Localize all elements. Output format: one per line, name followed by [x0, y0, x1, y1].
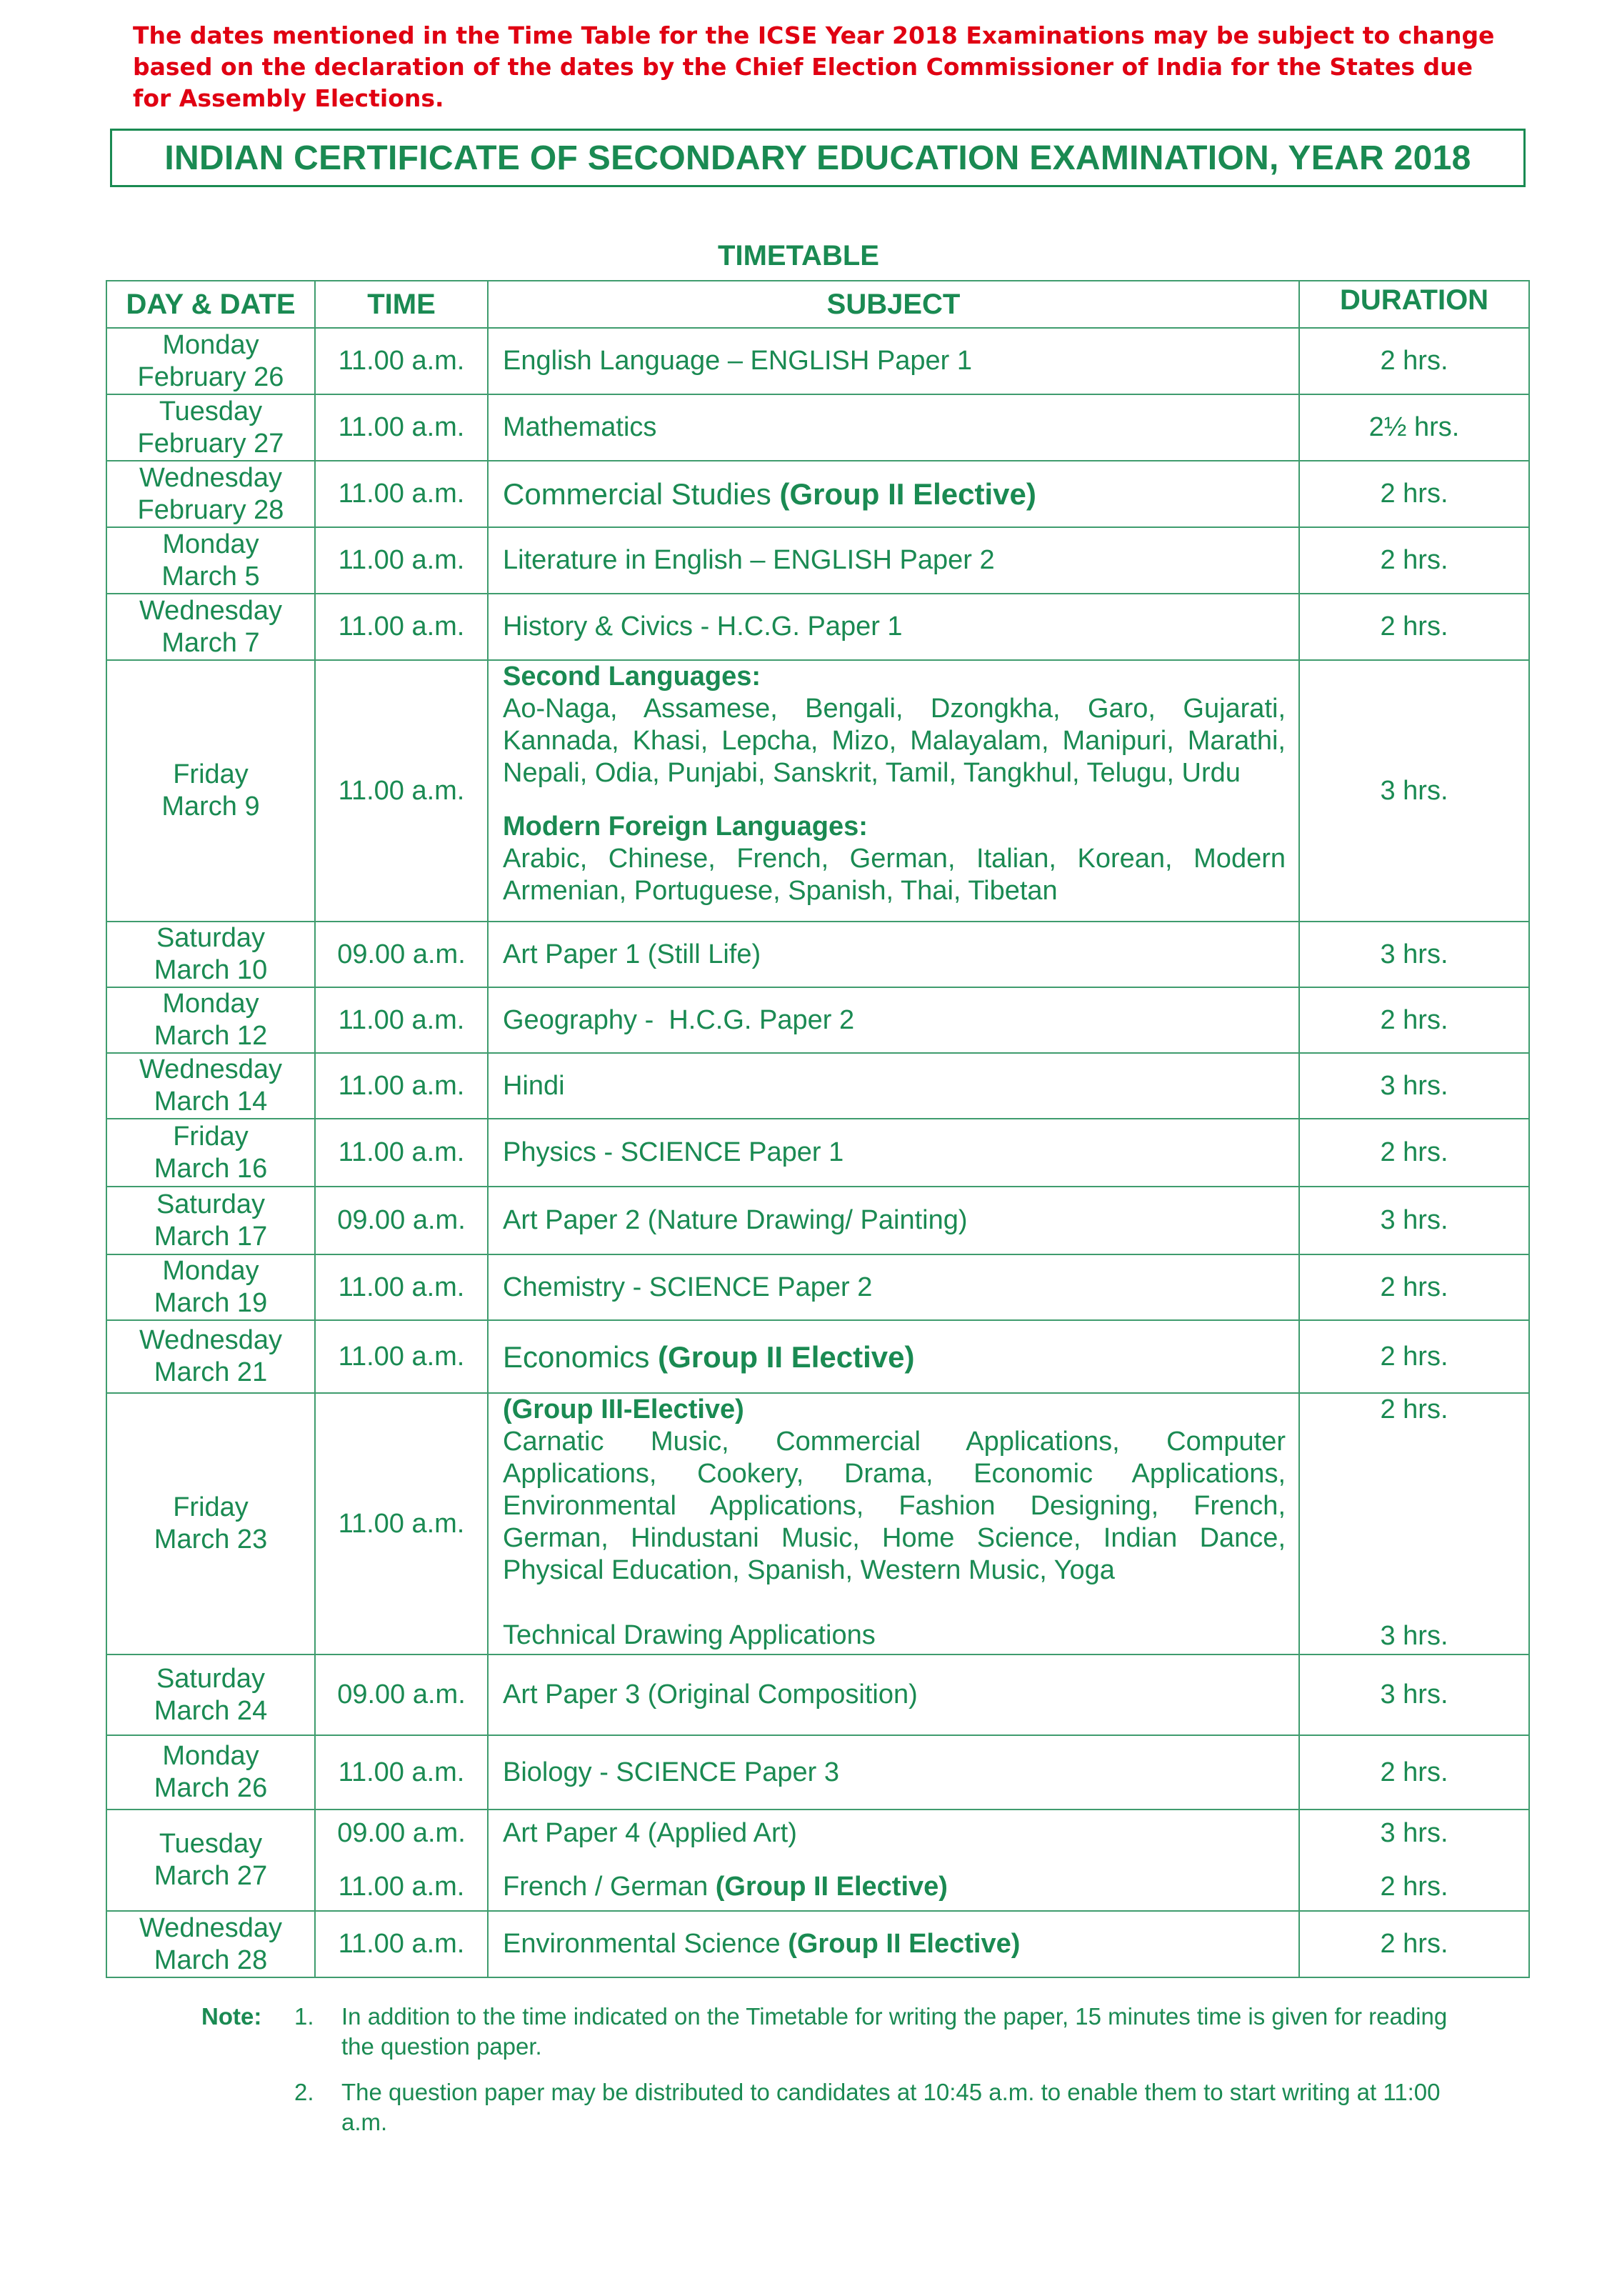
- day-date-cell: Wednesday March 28: [106, 1911, 315, 1977]
- table-row: [106, 394, 1529, 461]
- day-date-cell: Friday March 16: [106, 1119, 315, 1187]
- day-date-cell: Friday March 9: [106, 660, 315, 922]
- table-row: [106, 1119, 1529, 1187]
- subject-cell: Art Paper 3 (Original Composition): [488, 1654, 1299, 1735]
- table-header-row: [106, 281, 1529, 328]
- day-date-cell: Wednesday March 21: [106, 1320, 315, 1393]
- foreign-languages-heading: Modern Foreign Languages:: [503, 812, 868, 842]
- technical-drawing-subject: Technical Drawing Applications: [503, 1620, 876, 1650]
- subject-cell: Art Paper 1 (Still Life): [488, 922, 1299, 987]
- duration-cell: 2 hrs.: [1299, 1254, 1529, 1320]
- day-date-cell: Monday March 5: [106, 527, 315, 594]
- duration-cell: 2 hrs.: [1299, 1320, 1529, 1393]
- subject-cell: Geography - H.C.G. Paper 2: [488, 987, 1299, 1053]
- subject-cell: Mathematics: [488, 394, 1299, 461]
- time-cell: 09.00 a.m.: [315, 1654, 488, 1735]
- header-time: TIME: [315, 281, 488, 328]
- table-row: [106, 1187, 1529, 1254]
- subject-cell: Chemistry - SCIENCE Paper 2: [488, 1254, 1299, 1320]
- table-row: [106, 1810, 1529, 1911]
- time-cell: 11.00 a.m.: [315, 1320, 488, 1393]
- duration-cell: 3 hrs.: [1299, 1053, 1529, 1119]
- second-languages-list: Ao-Naga, Assamese, Bengali, Dzongkha, Garo, Gujarati, Kannada, Khasi, Lepcha, Mizo, Malayalam, Manipuri, Marathi, Nepali, Odia, Punjabi, Sanskrit, Tamil, Tangkhul, Telugu, Urdu: [503, 694, 1286, 788]
- group-iii-heading: (Group III-Elective): [503, 1394, 744, 1424]
- duration-cell: 2 hrs.: [1299, 594, 1529, 660]
- exam-title: INDIAN CERTIFICATE OF SECONDARY EDUCATION EXAMINATION, YEAR 2018: [164, 139, 1471, 177]
- subject-cell: Economics (Group II Elective): [488, 1320, 1299, 1393]
- duration-cell: 2 hrs.: [1299, 1735, 1529, 1810]
- duration-cell: 2 hrs.: [1299, 987, 1529, 1053]
- duration-cell: 2 hrs.: [1299, 328, 1529, 394]
- subject-cell: Commercial Studies (Group II Elective): [488, 461, 1299, 527]
- duration-cell: 2 hrs.: [1299, 1119, 1529, 1187]
- table-row: [106, 328, 1529, 394]
- duration-cell: 3 hrs.: [1299, 1654, 1529, 1735]
- election-disclaimer: The dates mentioned in the Time Table for the ICSE Year 2018 Examinations may be subject to change based on the declaration of the dates by the Chief Election Commissioner of India for the States due for Assembly Elections.: [133, 21, 1495, 112]
- time-cell: 11.00 a.m.: [315, 1393, 488, 1654]
- table-row: [106, 1053, 1529, 1119]
- table-row: [106, 1911, 1529, 1977]
- time-cell: 09.00 a.m.: [315, 922, 488, 987]
- duration-cell: 3 hrs.: [1299, 922, 1529, 987]
- time-cell: 11.00 a.m.: [315, 394, 488, 461]
- duration-cell: 3 hrs. 2 hrs.: [1299, 1810, 1529, 1911]
- note-label: Note:: [201, 2003, 262, 2030]
- day-date-cell: Saturday March 24: [106, 1654, 315, 1735]
- time-cell: 11.00 a.m.: [315, 660, 488, 922]
- header-subject: SUBJECT: [488, 281, 1299, 328]
- elective-tag: (Group II Elective): [779, 477, 1036, 511]
- note-item: 2. The question paper may be distributed to candidates at 10:45 a.m. to enable them to start writing at 11:00 a.m.: [294, 2079, 1441, 2135]
- day-date-cell: Tuesday March 27: [106, 1810, 315, 1911]
- header-day: DAY & DATE: [106, 281, 315, 328]
- group-iii-list: Carnatic Music, Commercial Applications, Computer Applications, Cookery, Drama, Economic Applications, Environmental Applications, Fashion Designing, French, German, Hindustani Music, Home Science, Indian Dance, Physical Education, Spanish, Western Music, Yoga: [503, 1427, 1286, 1585]
- timetable-heading: TIMETABLE: [718, 240, 879, 271]
- subject-cell: Environmental Science (Group II Elective): [488, 1911, 1299, 1977]
- subject-cell: Literature in English – ENGLISH Paper 2: [488, 527, 1299, 594]
- duration-cell: 3 hrs.: [1299, 660, 1529, 922]
- table-row: [106, 987, 1529, 1053]
- subject-cell: Art Paper 2 (Nature Drawing/ Painting): [488, 1187, 1299, 1254]
- second-languages-heading: Second Languages:: [503, 662, 761, 692]
- day-date-cell: Friday March 23: [106, 1393, 315, 1654]
- day-date-cell: Saturday March 10: [106, 922, 315, 987]
- subject-cell: [488, 1393, 1299, 1654]
- duration-cell: 2 hrs.: [1299, 461, 1529, 527]
- day-date-cell: Wednesday March 14: [106, 1053, 315, 1119]
- time-cell: 09.00 a.m. 11.00 a.m.: [315, 1810, 488, 1911]
- duration-cell: 2 hrs. 3 hrs.: [1299, 1393, 1529, 1654]
- elective-tag: (Group II Elective): [788, 1929, 1021, 1959]
- time-cell: 11.00 a.m.: [315, 594, 488, 660]
- timetable: [106, 280, 1530, 1978]
- time-cell: 11.00 a.m.: [315, 1119, 488, 1187]
- table-row: [106, 594, 1529, 660]
- note-item: Note: 1. In addition to the time indicated on the Timetable for writing the paper, 15 minutes time is given for reading the question paper.: [201, 2002, 1473, 2062]
- time-cell: 11.00 a.m.: [315, 527, 488, 594]
- time-cell: 09.00 a.m.: [315, 1187, 488, 1254]
- exam-title-box: [110, 129, 1526, 187]
- duration-cell: 2½ hrs.: [1299, 394, 1529, 461]
- day-date-cell: Monday February 26: [106, 328, 315, 394]
- elective-tag: (Group II Elective): [715, 1872, 948, 1902]
- elective-tag: (Group II Elective): [658, 1339, 915, 1374]
- duration-cell: 3 hrs.: [1299, 1187, 1529, 1254]
- duration-cell: 2 hrs.: [1299, 527, 1529, 594]
- table-row: [106, 922, 1529, 987]
- time-cell: 11.00 a.m.: [315, 1254, 488, 1320]
- table-row: [106, 1320, 1529, 1393]
- duration-cell: 2 hrs.: [1299, 1911, 1529, 1977]
- subject-cell: Biology - SCIENCE Paper 3: [488, 1735, 1299, 1810]
- subject-cell: Hindi: [488, 1053, 1299, 1119]
- time-cell: 11.00 a.m.: [315, 1735, 488, 1810]
- table-row: [106, 1654, 1529, 1735]
- time-cell: 11.00 a.m.: [315, 461, 488, 527]
- subject-cell: History & Civics - H.C.G. Paper 1: [488, 594, 1299, 660]
- time-cell: 11.00 a.m.: [315, 1911, 488, 1977]
- time-cell: 11.00 a.m.: [315, 1053, 488, 1119]
- subject-cell: Art Paper 4 (Applied Art) French / German (Group II Elective): [488, 1810, 1299, 1911]
- day-date-cell: Monday March 26: [106, 1735, 315, 1810]
- day-date-cell: Monday March 12: [106, 987, 315, 1053]
- subject-cell: [488, 660, 1299, 922]
- day-date-cell: Saturday March 17: [106, 1187, 315, 1254]
- header-duration: DURATION: [1299, 281, 1529, 328]
- table-row: [106, 1735, 1529, 1810]
- foreign-languages-list: Arabic, Chinese, French, German, Italian, Korean, Modern Armenian, Portuguese, Spanish, Thai, Tibetan: [503, 844, 1286, 906]
- day-date-cell: Wednesday March 7: [106, 594, 315, 660]
- notes-section: [201, 2002, 1473, 2153]
- day-date-cell: Monday March 19: [106, 1254, 315, 1320]
- time-cell: 11.00 a.m.: [315, 328, 488, 394]
- subject-cell: English Language – ENGLISH Paper 1: [488, 328, 1299, 394]
- day-date-cell: Tuesday February 27: [106, 394, 315, 461]
- table-row: [106, 461, 1529, 527]
- day-date-cell: Wednesday February 28: [106, 461, 315, 527]
- subject-cell: Physics - SCIENCE Paper 1: [488, 1119, 1299, 1187]
- table-row: [106, 1254, 1529, 1320]
- time-cell: 11.00 a.m.: [315, 987, 488, 1053]
- table-row: [106, 660, 1529, 922]
- table-row: [106, 527, 1529, 594]
- table-row: [106, 1393, 1529, 1654]
